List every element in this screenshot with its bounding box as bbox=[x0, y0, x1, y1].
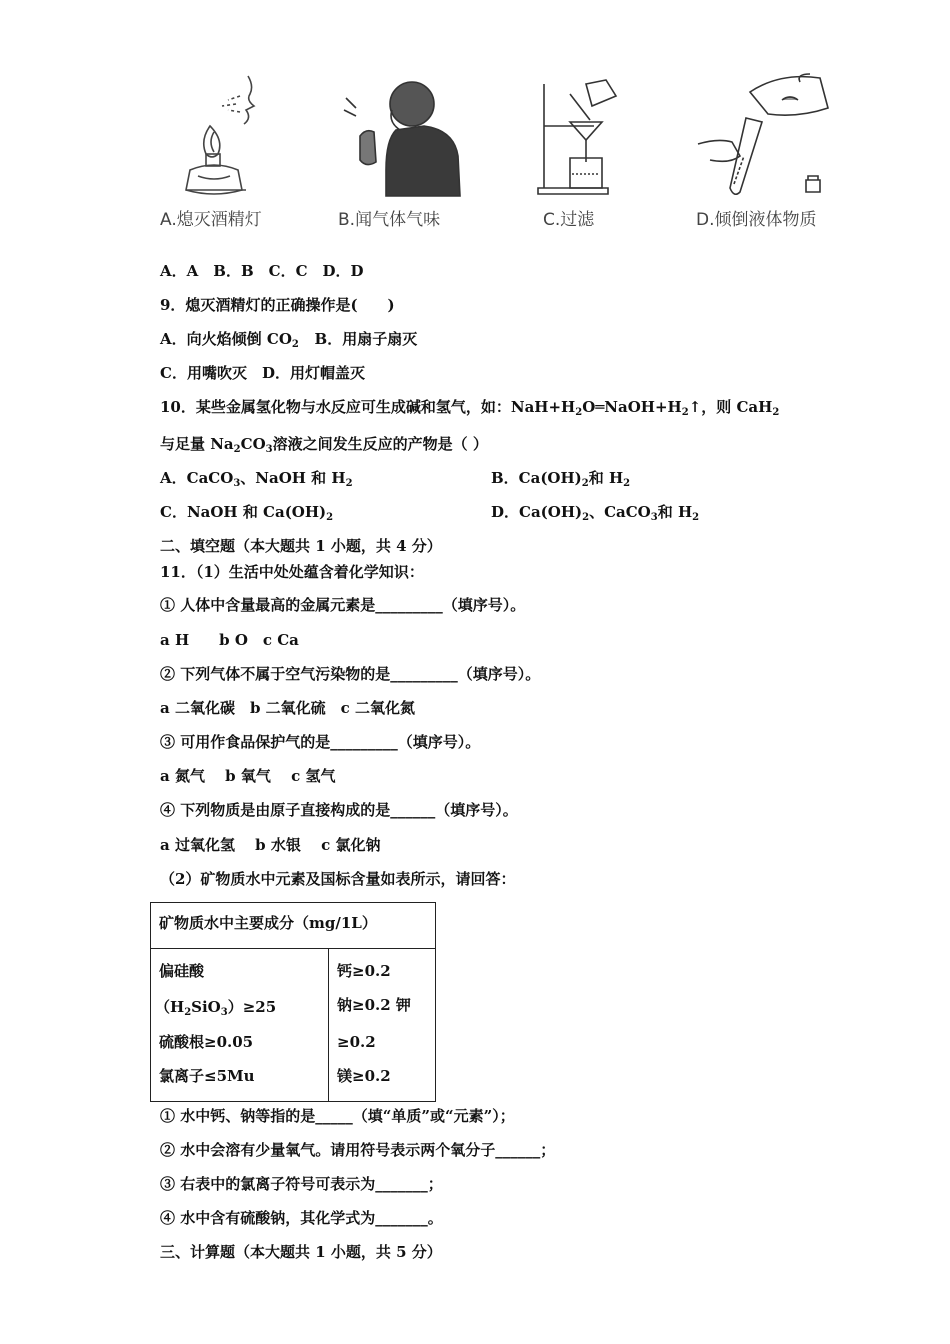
q10-stem-line1: 10．某些金属氢化物与水反应可生成碱和氢气，如：$NaH+H_2O═NaOH+H_2↑$，则 CaH$_2$ bbox=[160, 398, 780, 418]
q11-sub1-options: a H b O c Ca bbox=[160, 631, 299, 649]
q9-option-a-formula: $CO_2$ bbox=[266, 330, 299, 350]
q9-option-a: A．向火焰倾倒 bbox=[160, 330, 262, 348]
q11-sub4: ④ 下列物质是由原子直接构成的是______（填序号）。 bbox=[160, 801, 518, 819]
q10-stem-line2: 与足量 $Na_2CO_3$溶液之间发生反应的产物是（ ） bbox=[160, 435, 488, 455]
table-divider bbox=[328, 949, 329, 1101]
figure-pour-liquid bbox=[690, 72, 840, 200]
figure-alcohol-lamp bbox=[170, 70, 290, 200]
q11-stem: 11．（1）生活中处处蕴含着化学知识： bbox=[160, 563, 424, 581]
figure-a-caption: A.熄灭酒精灯 bbox=[160, 210, 262, 230]
q11-part2: （2）矿物质水中元素及国标含量如表所示，请回答： bbox=[160, 870, 516, 888]
table-left-4: 氯离子≤5Mu bbox=[159, 1067, 255, 1085]
q11-table-q4: ④ 水中含有硫酸钠，其化学式为_______。 bbox=[160, 1209, 443, 1227]
q10-option-b: B．$Ca(OH)_2$和 $H_2$ bbox=[491, 469, 631, 489]
q11-sub4-options: a 过氧化氢 b 水银 c 氯化钠 bbox=[160, 836, 381, 854]
q11-table-q2: ② 水中会溶有少量氧气。请用符号表示两个氧分子______； bbox=[160, 1141, 556, 1159]
figure-filtration bbox=[530, 74, 630, 200]
q9-stem: 9．熄灭酒精灯的正确操作是( ) bbox=[160, 296, 395, 314]
table-left-3: 硫酸根≥0.05 bbox=[159, 1033, 254, 1051]
figure-smell-gas bbox=[340, 70, 470, 200]
q10-option-d: D．$Ca(OH)_2$、CaCO$_3$和 $H_2$ bbox=[491, 503, 700, 523]
figure-c-caption: C.过滤 bbox=[543, 210, 595, 230]
q9-options-cd: C．用嘴吹灭 D．用灯帽盖灭 bbox=[160, 364, 365, 382]
q10-option-a: A．CaCO$_3$、NaOH 和 $H_2$ bbox=[160, 469, 353, 489]
section-2-heading: 二、填空题（本大题共 1 小题，共 4 分） bbox=[160, 537, 442, 555]
q11-sub2: ② 下列气体不属于空气污染物的是_________（填序号）。 bbox=[160, 665, 541, 683]
table-right-4: 镁≥0.2 bbox=[337, 1067, 391, 1085]
section-3-heading: 三、计算题（本大题共 1 小题，共 5 分） bbox=[160, 1243, 442, 1261]
figure-b-caption: B.闻气体气味 bbox=[338, 210, 441, 230]
table-header-cell bbox=[151, 903, 435, 949]
table-right-2: 钠≥0.2 钾 bbox=[337, 996, 411, 1014]
q11-table-q3: ③ 右表中的氯离子符号可表示为_______； bbox=[160, 1175, 443, 1193]
q11-sub2-options: a 二氧化碳 b 二氧化硫 c 二氧化氮 bbox=[160, 699, 416, 717]
table-header: 矿物质水中主要成分（mg/1L） bbox=[159, 914, 377, 932]
mineral-water-table bbox=[150, 902, 436, 1102]
table-left-1: 偏硅酸 bbox=[159, 962, 205, 980]
q11-sub1: ① 人体中含量最高的金属元素是_________（填序号）。 bbox=[160, 596, 526, 614]
q11-sub3: ③ 可用作食品保护气的是_________（填序号）。 bbox=[160, 733, 481, 751]
figure-d-caption: D.倾倒液体物质 bbox=[696, 210, 817, 230]
q9-option-b: B．用扇子扇灭 bbox=[314, 330, 418, 348]
table-right-3: ≥0.2 bbox=[337, 1033, 376, 1051]
q11-sub3-options: a 氮气 b 氧气 c 氢气 bbox=[160, 767, 336, 785]
q8-options: A．A B．B C．C D．D bbox=[160, 262, 364, 280]
q10-option-c: C．NaOH 和 $Ca(OH)_2$ bbox=[160, 503, 334, 523]
table-left-2: $(H_2SiO_3)\ge 25$ bbox=[155, 998, 277, 1018]
q11-table-q1: ① 水中钙、钠等指的是_____（填“单质”或“元素”）； bbox=[160, 1107, 515, 1125]
q9-options-ab bbox=[160, 329, 417, 349]
table-right-1: 钙≥0.2 bbox=[337, 962, 391, 980]
